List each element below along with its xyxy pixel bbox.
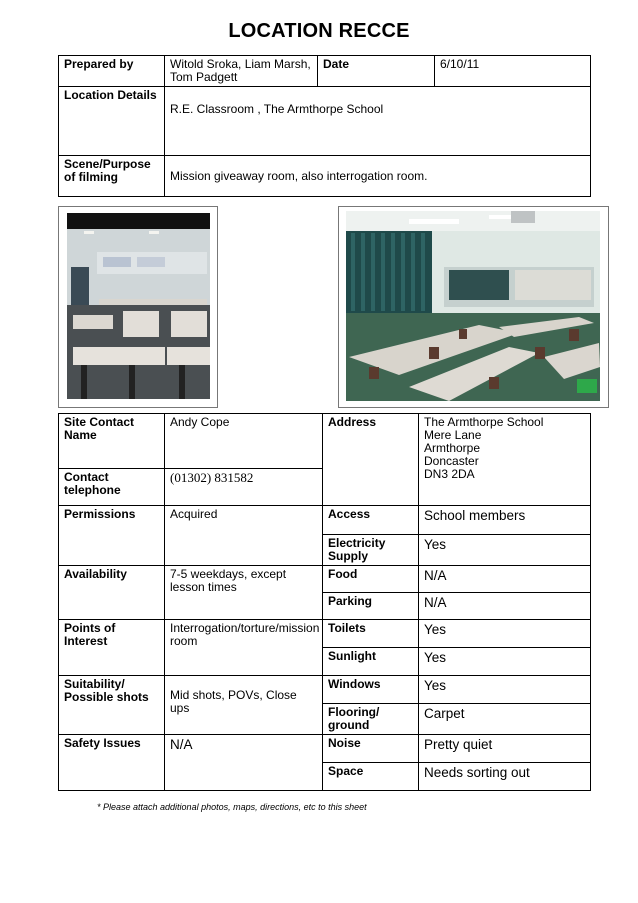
date-value: 6/10/11 [435,56,591,87]
flooring-value: Carpet [419,704,591,735]
address-line-4: Doncaster [424,454,479,468]
safety-issues-label: Safety Issues [59,735,165,791]
address-label: Address [323,414,419,506]
page-title: LOCATION RECCE [228,20,410,42]
availability-value [165,566,323,620]
availability-line-1: 7-5 weekdays, except [170,567,287,581]
toilets-label: Toilets [323,620,419,648]
availability-line-2: lesson times [170,580,237,594]
points-of-interest-label [59,620,165,676]
location-details-value [165,87,591,156]
availability-label: Availability [59,566,165,620]
address-value [419,414,591,506]
details-table [58,413,591,791]
site-contact-value: Andy Cope [165,414,323,469]
points-of-interest-line-1: Interrogation/torture/mission [170,621,320,635]
prepared-by-line-2: Tom Padgett [170,70,238,84]
points-of-interest-value [165,620,323,676]
classroom-photo-right [338,206,609,408]
site-contact-label-line-2: Name [64,428,97,442]
points-of-interest-line-2: room [170,634,198,648]
contact-telephone-value: (01302) 831582 [165,469,323,506]
electricity-supply-label-line-1: Electricity [328,536,386,550]
flooring-label-line-2: ground [328,718,370,732]
scene-purpose-label-line-1: Scene/Purpose [64,157,151,171]
location-details-label: Location Details [59,87,165,156]
suitability-label-line-2: Possible shots [64,690,149,704]
flooring-label-line-1: Flooring/ [328,705,380,719]
prepared-by-label: Prepared by [59,56,165,87]
address-line-2: Mere Lane [424,428,482,442]
windows-label: Windows [323,676,419,704]
sunlight-label: Sunlight [323,648,419,676]
parking-value: N/A [419,593,591,620]
access-value: School members [419,506,591,535]
suitability-text: Mid shots, POVs, Close ups [170,688,297,715]
food-label: Food [323,566,419,593]
space-value: Needs sorting out [419,763,591,791]
site-contact-label [59,414,165,469]
prepared-by-value [165,56,318,87]
permissions-value: Acquired [165,506,323,566]
food-value: N/A [419,566,591,593]
classroom-photo-left-image [59,207,217,407]
permissions-label: Permissions [59,506,165,566]
classroom-photo-right-image [339,207,608,407]
site-contact-label-line-1: Site Contact [64,415,135,429]
points-of-interest-label-line-1: Points of [64,621,116,635]
electricity-supply-label-line-2: Supply [328,549,369,563]
parking-label: Parking [323,593,419,620]
scene-purpose-value: Mission giveaway room, also interrogation room. [165,156,591,197]
contact-telephone-label-line-2: telephone [64,483,121,497]
noise-label: Noise [323,735,419,763]
windows-value: Yes [419,676,591,704]
sunlight-value: Yes [419,648,591,676]
classroom-photo-left [58,206,218,408]
toilets-value: Yes [419,620,591,648]
location-details-text: R.E. Classroom , The Armthorpe School [170,102,384,116]
scene-purpose-label-line-2: of filming [64,170,118,184]
points-of-interest-label-line-2: Interest [64,634,108,648]
space-label: Space [323,763,419,791]
scene-purpose-label [59,156,165,197]
contact-telephone-label-line-1: Contact [64,470,109,484]
access-label: Access [323,506,419,535]
header-table [58,55,591,197]
suitability-value [165,676,323,735]
electricity-supply-label [323,535,419,566]
suitability-label [59,676,165,735]
suitability-label-line-1: Suitability/ [64,677,125,691]
address-line-5: DN3 2DA [424,467,475,481]
flooring-label [323,704,419,735]
address-line-1: The Armthorpe School [424,415,544,429]
date-label: Date [318,56,435,87]
noise-value: Pretty quiet [419,735,591,763]
electricity-supply-value: Yes [419,535,591,566]
prepared-by-line-1: Witold Sroka, Liam Marsh, [170,57,311,71]
address-line-3: Armthorpe [424,441,481,455]
safety-issues-value: N/A [165,735,323,791]
contact-telephone-label [59,469,165,506]
footnote: * Please attach additional photos, maps, directions, etc to this sheet [97,802,367,812]
